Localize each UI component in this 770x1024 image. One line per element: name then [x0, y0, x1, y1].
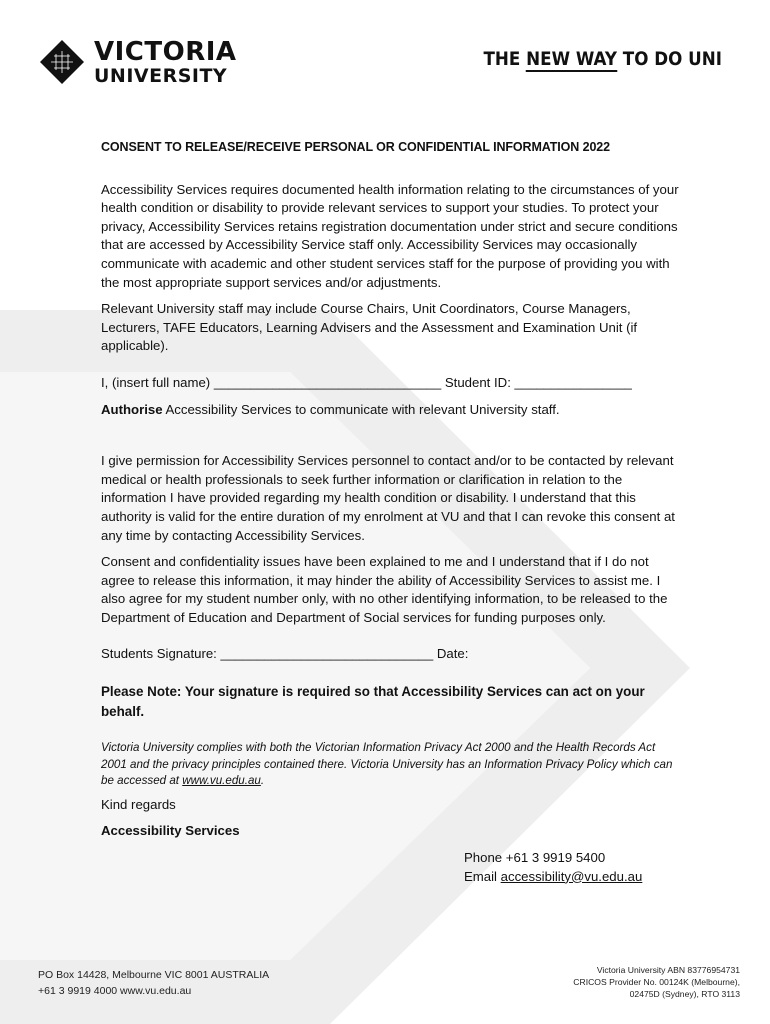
email-label: Email	[464, 868, 501, 884]
footer-address: PO Box 14428, Melbourne VIC 8001 AUSTRALIA	[38, 969, 270, 981]
kind-regards: Kind regards	[101, 796, 176, 812]
footer-phone-web: +61 3 9919 4000 www.vu.edu.au	[38, 984, 192, 997]
authorise-text: Accessibility Services to communicate with relevant University staff.	[162, 401, 560, 417]
contact-block	[464, 849, 681, 886]
logo-victoria-text: VICTORIA	[94, 36, 237, 67]
staff-paragraph: Relevant University staff may include Course Chairs, Unit Coordinators, Course Managers, Lecturers, TAFE Educators, Learning Advisers and the Assessment and Examination Unit (if applicable).	[101, 301, 638, 354]
signoff: Accessibility Services	[101, 823, 240, 839]
vu-website-link[interactable]: www.vu.edu.au	[182, 774, 261, 788]
tagline-part1: THE	[483, 48, 527, 70]
footer-abn: Victoria University ABN 83776954731	[596, 965, 740, 975]
permission-paragraph: I give permission for Accessibility Services personnel to contact and/or to be contacted by relevant medical or health professionals to seek further information or clarification in relation to the information I have provided regarding my health condition or disability. I understand that this authority is valid for the entire duration of my enrolment at VU and that I can revoke this consent at any time by contacting Accessibility Services.	[101, 453, 675, 543]
footer-cricos-2: 02475D (Sydney), RTO 3113	[629, 989, 740, 999]
privacy-statement	[101, 740, 681, 790]
phone-text: Phone +61 3 9919 5400	[464, 850, 606, 866]
document-title: CONSENT TO RELEASE/RECEIVE PERSONAL OR CONFIDENTIAL INFORMATION 2022	[101, 140, 611, 154]
authorise-line	[101, 401, 681, 420]
email-link[interactable]: accessibility@vu.edu.au	[500, 868, 643, 884]
tagline-part3: TO DO UNI	[617, 48, 722, 70]
footer-legal-block	[573, 964, 740, 1000]
privacy-end: .	[260, 774, 265, 788]
tagline-new-way: NEW WAY	[526, 48, 618, 70]
footer-address-block	[38, 968, 269, 999]
email-line	[464, 868, 681, 887]
consent-paragraph: Consent and confidentiality issues have been explained to me and I understand that if I do not agree to release this information, it may hinder the ability of Accessibility Services to assist me. I also agree for my student number only, with no other identifying information, to be released to the Department of Education and Department of Social services for funding purposes only.	[101, 554, 668, 625]
privacy-text: Victoria University complies with both the Victorian Information Privacy Act 2000 and the Health Records Act 2001 and the privacy principles contained there. Victoria University has an Information Privacy Policy which can be accessed at	[101, 741, 673, 788]
document-body	[101, 138, 681, 886]
signature-date-line: Students Signature: _____________________________ Date:	[101, 646, 469, 662]
name-student-id-line: I, (insert full name) _______________________________ Student ID: ________________	[101, 374, 632, 390]
logo-university-text: UNIVERSITY	[94, 64, 228, 87]
authorise-label: Authorise	[101, 401, 163, 417]
footer-cricos-1: CRICOS Provider No. 00124K (Melbourne),	[573, 977, 740, 987]
victoria-university-logo	[38, 38, 237, 86]
intro-paragraph: Accessibility Services requires documented health information relating to the circumstances of your health condition or disability to provide relevant services to support your studies. To protect your privacy, Accessibility Services retains registration documentation under strict and secure conditions that are accessed by Accessibility Service staff only. Accessibility Services may occasionally communicate with academic and other student services staff for the purpose of providing you with the most appropriate support services and/or adjustments.	[101, 181, 679, 290]
tagline	[484, 48, 722, 70]
please-note: Please Note: Your signature is required so that Accessibility Services can act on your behalf.	[101, 684, 645, 720]
vu-diamond-icon	[38, 38, 86, 86]
